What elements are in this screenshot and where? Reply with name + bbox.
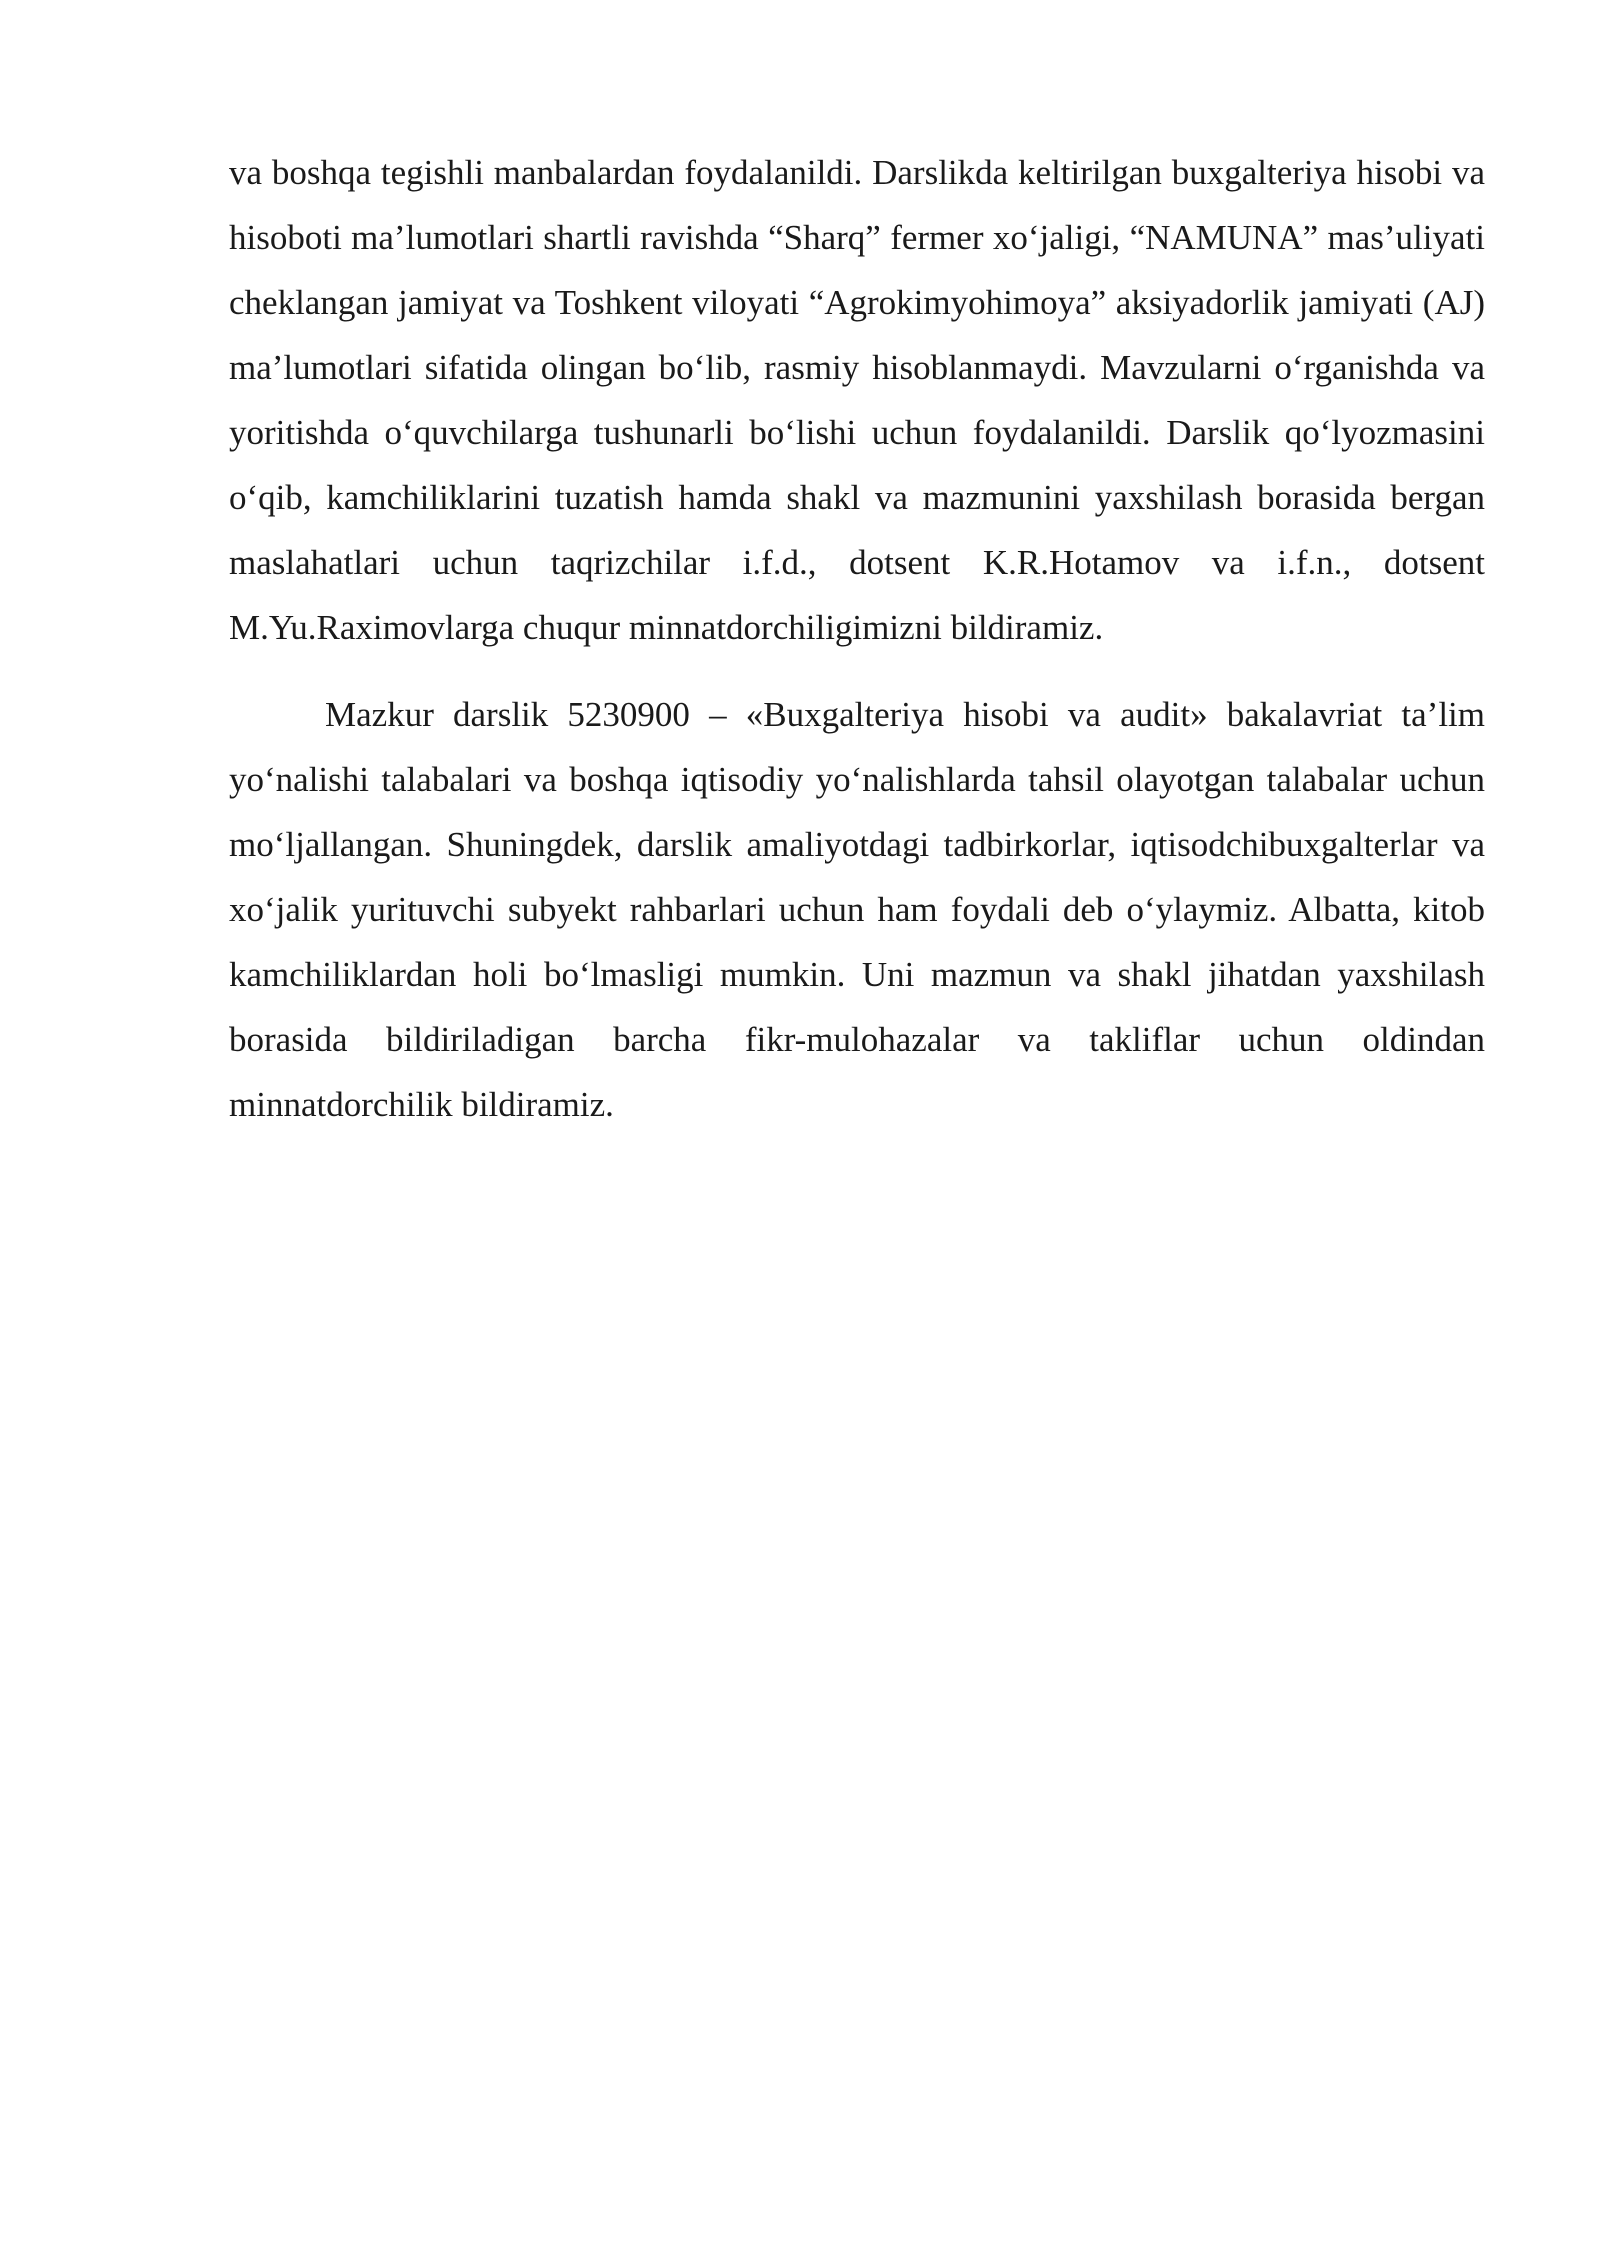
body-text: [229, 140, 1485, 1137]
paragraph-continuation: va boshqa tegishli manbalardan foydalanildi. Darslikda keltirilgan buxgalteriya hisobi va hisoboti ma’lumotlari shartli ravishda “Sharq” fermer xo‘jaligi, “NAMUNA” mas’uliyati cheklangan jamiyat va Toshkent viloyati “Agrokimyohimoya” aksiyadorlik jamiyati (AJ) ma’lumotlari sifatida olingan bo‘lib, rasmiy hisoblanmaydi. Mavzularni o‘rganishda va yoritishda o‘quvchilarga tushunarli bo‘lishi uchun foydalanildi. Darslik qo‘lyozmasini o‘qib, kamchiliklarini tuzatish hamda shakl va mazmunini yaxshilash borasida bergan maslahatlari uchun taqrizchilar i.f.d., dotsent K.R.Hotamov va i.f.n., dotsent M.Yu.Raximovlarga chuqur minnatdorchiligimizni bildiramiz.: [229, 153, 1485, 647]
paragraph-textbook-purpose: Mazkur darslik 5230900 – «Buxgalteriya hisobi va audit» bakalavriat ta’lim yo‘nalishi talabalari va boshqa iqtisodiy yo‘nalishlarda tahsil olayotgan talabalar uchun mo‘ljallangan. Shuningdek, darslik amaliyotdagi tadbirkorlar, iqtisodchibuxgalterlar va xo‘jalik yurituvchi subyekt rahbarlari uchun ham foydali deb o‘ylaymiz. Albatta, kitob kamchiliklardan holi bo‘lmasligi mumkin. Uni mazmun va shakl jihatdan yaxshilash borasida bildiriladigan barcha fikr-mulohazalar va takliflar uchun oldindan minnatdorchilik bildiramiz.: [229, 695, 1485, 1124]
